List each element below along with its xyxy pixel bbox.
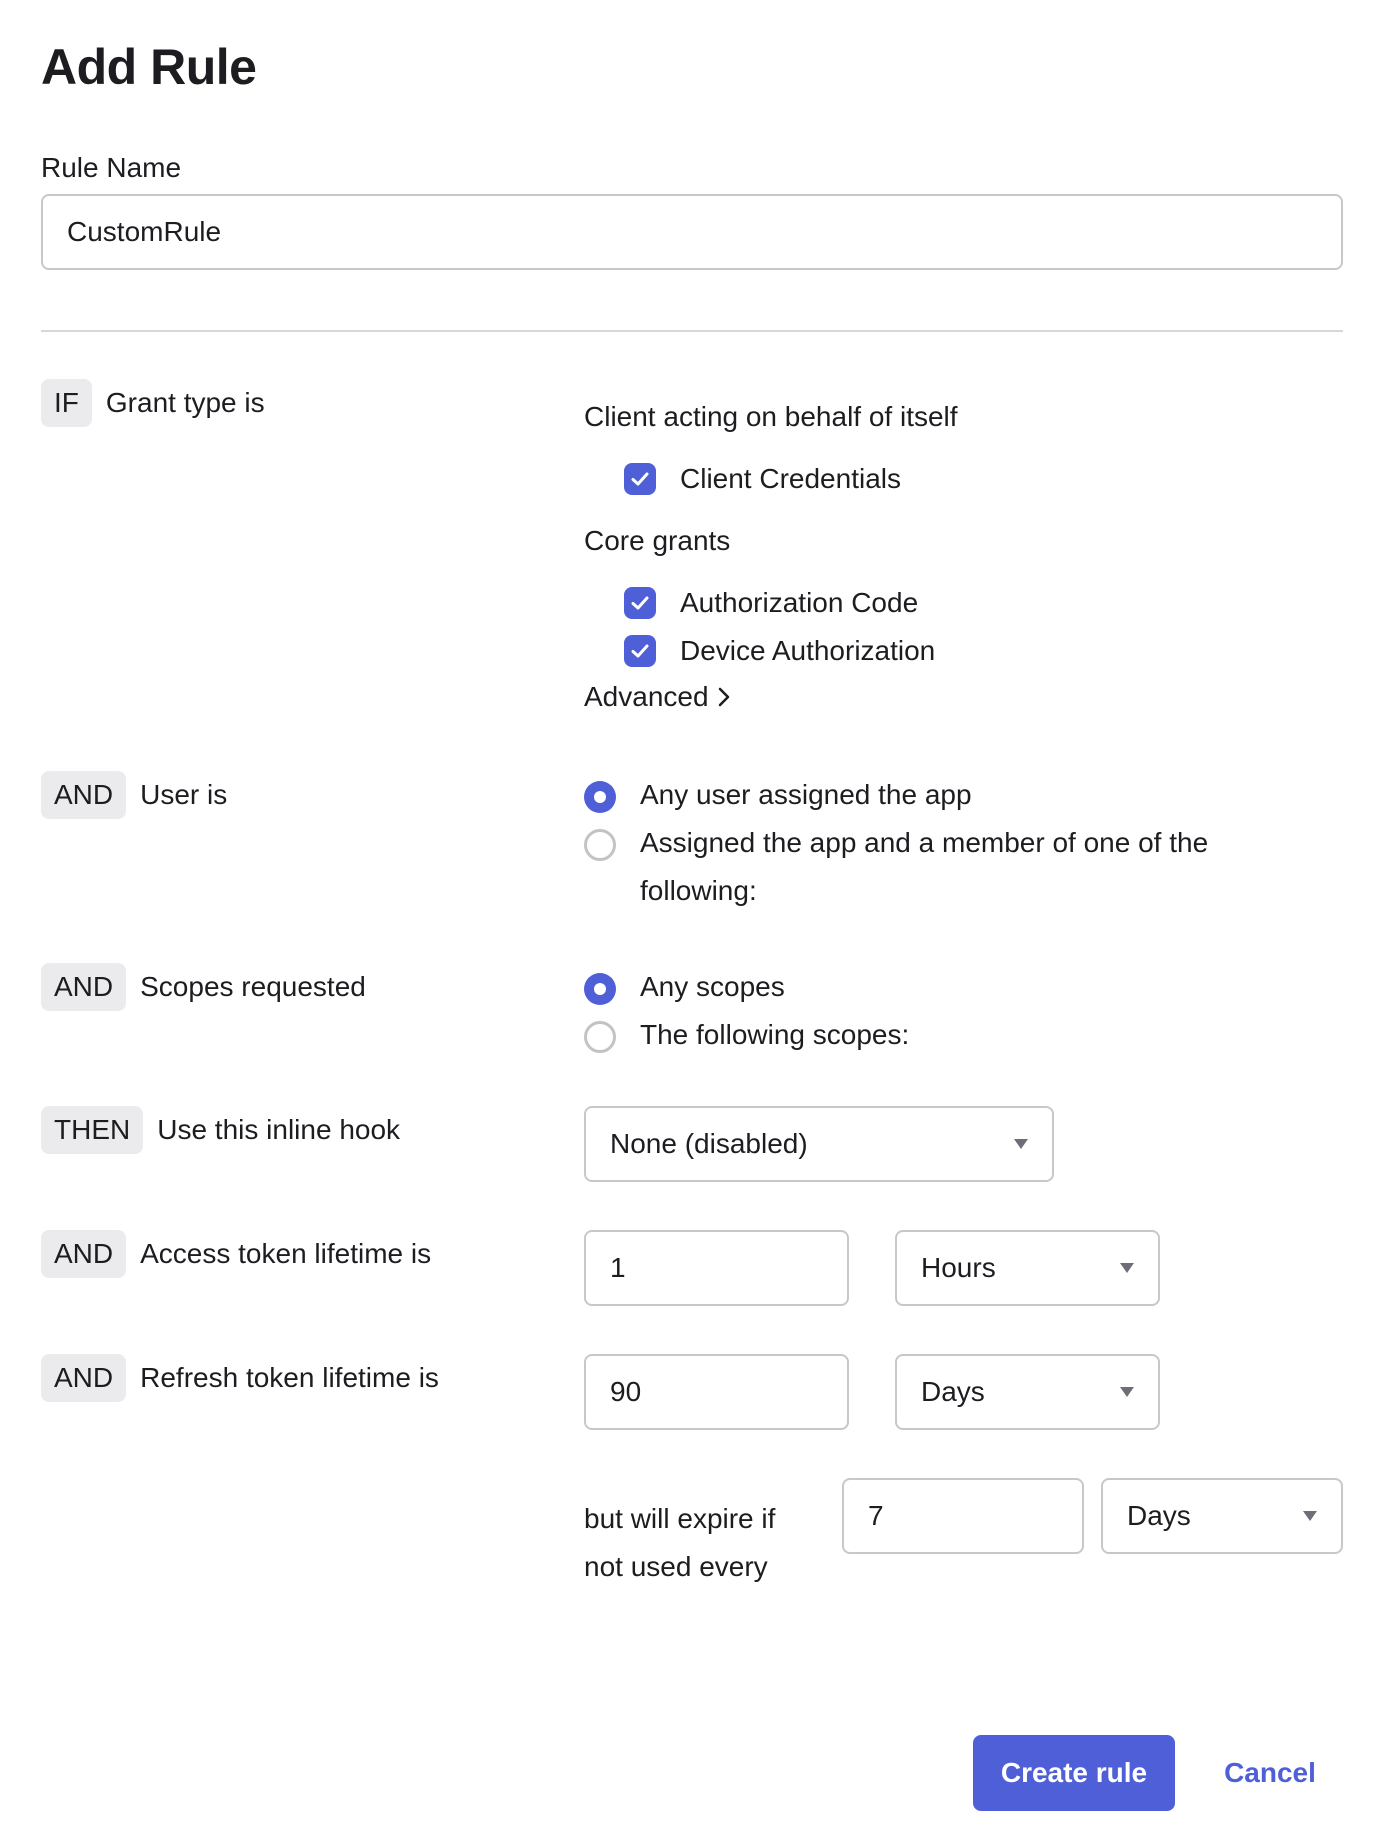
client-credentials-label: Client Credentials <box>680 463 901 494</box>
authorization-code-option[interactable] <box>624 587 918 619</box>
scopes-following-label: The following scopes: <box>640 1019 910 1050</box>
authorization-code-label: Authorization Code <box>680 587 919 618</box>
advanced-toggle[interactable] <box>584 681 733 713</box>
device-authorization-label: Device Authorization <box>680 635 936 666</box>
create-rule-button[interactable]: Create rule <box>973 1735 1175 1811</box>
and-keyword-pill: AND <box>41 963 126 1011</box>
expire-text: but will expire if not used every <box>584 1503 776 1582</box>
caret-down-icon <box>1014 1139 1028 1149</box>
check-icon[interactable] <box>624 463 656 495</box>
user-member-option[interactable] <box>584 827 1284 915</box>
hook-condition <box>41 1106 400 1154</box>
user-is-label: User is <box>140 779 228 810</box>
chevron-right-icon <box>715 684 733 710</box>
and-keyword-pill: AND <box>41 1230 126 1278</box>
refresh-token-unit-value: Days <box>921 1376 985 1407</box>
refresh-token-condition <box>41 1354 439 1402</box>
caret-down-icon <box>1120 1263 1134 1273</box>
client-group-label: Client acting on behalf of itself <box>584 401 958 432</box>
grant-type-label: Grant type is <box>105 387 265 418</box>
access-token-condition <box>41 1230 431 1278</box>
refresh-token-label: Refresh token lifetime is <box>140 1362 439 1393</box>
caret-down-icon <box>1303 1511 1317 1521</box>
user-condition <box>41 771 227 819</box>
and-keyword-pill: AND <box>41 771 126 819</box>
user-any-option[interactable] <box>584 779 972 819</box>
client-credentials-option[interactable] <box>624 463 901 495</box>
expire-unit-value: Days <box>1127 1500 1191 1531</box>
inline-hook-value: None (disabled) <box>610 1128 808 1159</box>
if-keyword-pill: IF <box>41 379 92 427</box>
radio-selected-icon[interactable] <box>584 781 616 813</box>
check-icon[interactable] <box>624 587 656 619</box>
scopes-any-option[interactable] <box>584 971 785 1011</box>
advanced-label: Advanced <box>584 681 709 712</box>
scopes-any-label: Any scopes <box>640 971 785 1002</box>
refresh-token-unit-select[interactable] <box>895 1354 1160 1430</box>
rule-name-label: Rule Name <box>41 152 182 183</box>
inline-hook-select[interactable] <box>584 1106 1054 1182</box>
check-icon[interactable] <box>624 635 656 667</box>
user-member-label: Assigned the app and a member of one of the following: <box>640 827 1209 906</box>
and-keyword-pill: AND <box>41 1354 126 1402</box>
access-token-unit-select[interactable] <box>895 1230 1160 1306</box>
divider <box>41 330 1343 332</box>
then-keyword-pill: THEN <box>41 1106 143 1154</box>
access-token-label: Access token lifetime is <box>140 1238 432 1269</box>
grant-condition <box>41 379 265 427</box>
access-token-value-input[interactable]: 1 <box>584 1230 849 1306</box>
user-any-label: Any user assigned the app <box>640 779 972 810</box>
cancel-button[interactable]: Cancel <box>1224 1757 1316 1788</box>
radio-unselected-icon[interactable] <box>584 829 616 861</box>
radio-selected-icon[interactable] <box>584 973 616 1005</box>
device-authorization-option[interactable] <box>624 635 935 667</box>
caret-down-icon <box>1120 1387 1134 1397</box>
access-token-unit-value: Hours <box>921 1252 996 1283</box>
scopes-requested-label: Scopes requested <box>140 971 366 1002</box>
refresh-token-value-input[interactable]: 90 <box>584 1354 849 1430</box>
core-grants-label: Core grants <box>584 525 731 556</box>
expire-value-input[interactable]: 7 <box>842 1478 1084 1554</box>
scopes-condition <box>41 963 366 1011</box>
page-title: Add Rule <box>41 39 257 95</box>
rule-name-input[interactable]: CustomRule <box>41 194 1343 270</box>
expire-unit-select[interactable] <box>1101 1478 1343 1554</box>
scopes-following-option[interactable] <box>584 1019 909 1059</box>
inline-hook-label: Use this inline hook <box>157 1114 401 1145</box>
radio-unselected-icon[interactable] <box>584 1021 616 1053</box>
